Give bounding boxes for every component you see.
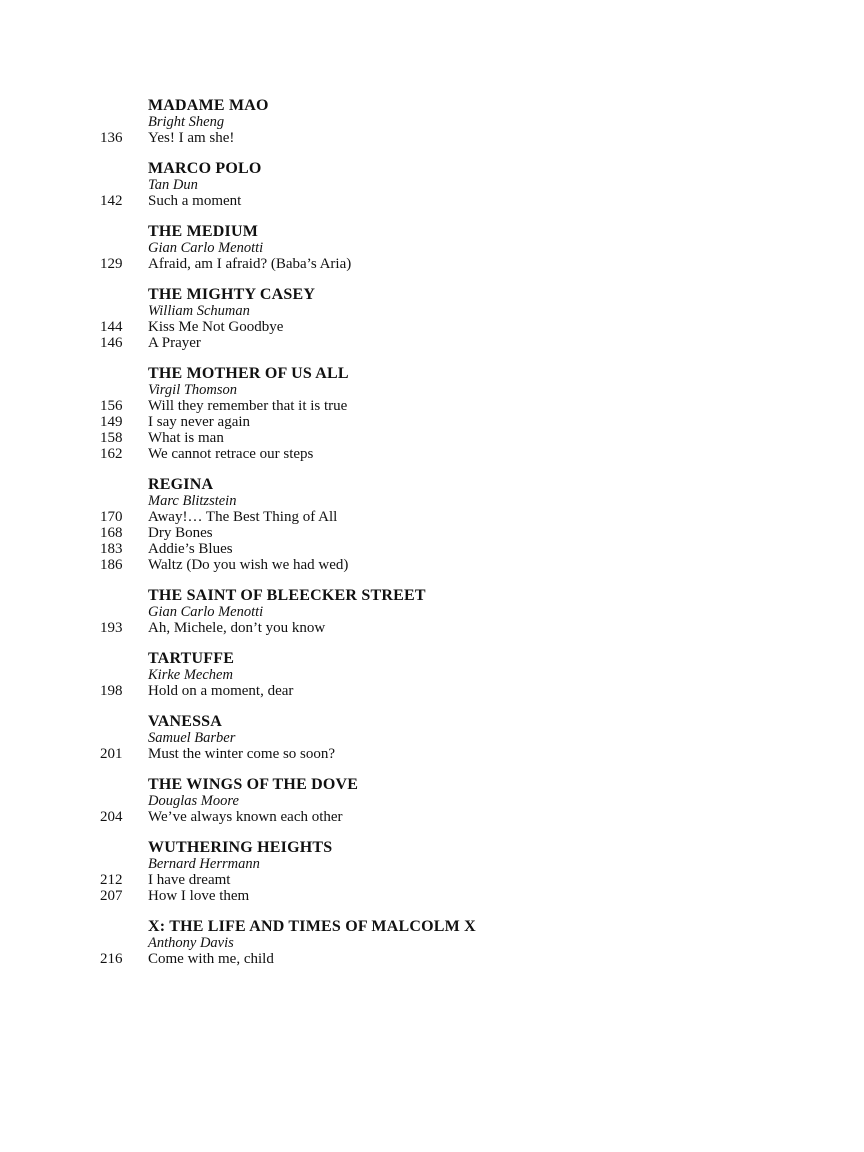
- song-title: Away!… The Best Thing of All: [148, 509, 338, 525]
- page-number: 142: [100, 193, 123, 209]
- composer-name: William Schuman: [148, 303, 250, 319]
- page-number: 186: [100, 557, 123, 573]
- list-item: [100, 414, 800, 430]
- composer-name: Bright Sheng: [148, 114, 225, 130]
- page-number: 144: [100, 319, 123, 335]
- song-title: Will they remember that it is true: [148, 398, 348, 414]
- list-item: [100, 620, 800, 636]
- list-item: [100, 256, 800, 272]
- song-title: Hold on a moment, dear: [148, 683, 294, 699]
- song-title: Dry Bones: [148, 525, 213, 541]
- opera-section: [100, 286, 800, 351]
- song-title: Ah, Michele, don’t you know: [148, 620, 326, 636]
- composer-name: Virgil Thomson: [148, 382, 238, 398]
- composer-name: Kirke Mechem: [148, 667, 233, 683]
- page-number: 201: [100, 746, 123, 762]
- opera-section: [100, 160, 800, 209]
- page-number: 193: [100, 620, 123, 636]
- song-title: Waltz (Do you wish we had wed): [148, 557, 349, 573]
- opera-section: [100, 587, 800, 636]
- opera-title: MADAME MAO: [148, 97, 269, 114]
- list-item: [100, 193, 800, 209]
- page-number: 212: [100, 872, 123, 888]
- opera-title: VANESSA: [148, 713, 223, 730]
- list-item: [100, 335, 800, 351]
- opera-section: [100, 223, 800, 272]
- opera-title: THE MIGHTY CASEY: [148, 286, 316, 303]
- page-number: 149: [100, 414, 123, 430]
- opera-section: [100, 839, 800, 904]
- opera-section: [100, 365, 800, 462]
- list-item: [100, 746, 800, 762]
- opera-title: TARTUFFE: [148, 650, 235, 667]
- list-item: [100, 130, 800, 146]
- list-item: [100, 541, 800, 557]
- page-number: 158: [100, 430, 123, 446]
- list-item: [100, 872, 800, 888]
- composer-name: Tan Dun: [148, 177, 198, 193]
- composer-name: Marc Blitzstein: [148, 493, 237, 509]
- list-item: [100, 430, 800, 446]
- song-title: Addie’s Blues: [148, 541, 233, 557]
- table-of-contents: [100, 97, 800, 981]
- page-number: 156: [100, 398, 123, 414]
- song-title: I say never again: [148, 414, 251, 430]
- composer-name: Gian Carlo Menotti: [148, 240, 264, 256]
- list-item: [100, 319, 800, 335]
- opera-title: THE WINGS OF THE DOVE: [148, 776, 359, 793]
- opera-title: THE MEDIUM: [148, 223, 258, 240]
- list-item: [100, 809, 800, 825]
- list-item: [100, 446, 800, 462]
- page-number: 204: [100, 809, 123, 825]
- song-title: What is man: [148, 430, 224, 446]
- song-title: Yes! I am she!: [148, 130, 235, 146]
- opera-section: [100, 776, 800, 825]
- composer-name: Douglas Moore: [148, 793, 239, 809]
- page-number: 168: [100, 525, 123, 541]
- opera-title: REGINA: [148, 476, 214, 493]
- song-title: Must the winter come so soon?: [148, 746, 336, 762]
- opera-title: X: THE LIFE AND TIMES OF MALCOLM X: [148, 918, 476, 935]
- composer-name: Bernard Herrmann: [148, 856, 260, 872]
- opera-section: [100, 713, 800, 762]
- page-number: 183: [100, 541, 123, 557]
- list-item: [100, 888, 800, 904]
- composer-name: Samuel Barber: [148, 730, 236, 746]
- page-number: 216: [100, 951, 123, 967]
- song-title: Afraid, am I afraid? (Baba’s Aria): [148, 256, 352, 272]
- page-number: 207: [100, 888, 123, 904]
- page-number: 162: [100, 446, 123, 462]
- opera-title: WUTHERING HEIGHTS: [148, 839, 333, 856]
- opera-section: [100, 97, 800, 146]
- composer-name: Gian Carlo Menotti: [148, 604, 264, 620]
- opera-section: [100, 918, 800, 967]
- composer-name: Anthony Davis: [148, 935, 234, 951]
- song-title: I have dreamt: [148, 872, 231, 888]
- list-item: [100, 951, 800, 967]
- song-title: Such a moment: [148, 193, 242, 209]
- page-number: 146: [100, 335, 123, 351]
- song-title: A Prayer: [148, 335, 201, 351]
- opera-section: [100, 476, 800, 573]
- opera-section: [100, 650, 800, 699]
- page-number: 198: [100, 683, 123, 699]
- song-title: How I love them: [148, 888, 250, 904]
- song-title: We’ve always known each other: [148, 809, 343, 825]
- page-number: 170: [100, 509, 123, 525]
- list-item: [100, 509, 800, 525]
- list-item: [100, 683, 800, 699]
- song-title: We cannot retrace our steps: [148, 446, 314, 462]
- list-item: [100, 398, 800, 414]
- song-title: Kiss Me Not Goodbye: [148, 319, 284, 335]
- song-title: Come with me, child: [148, 951, 274, 967]
- opera-title: MARCO POLO: [148, 160, 262, 177]
- opera-title: THE SAINT OF BLEECKER STREET: [148, 587, 426, 604]
- page-number: 136: [100, 130, 123, 146]
- list-item: [100, 525, 800, 541]
- page-number: 129: [100, 256, 123, 272]
- list-item: [100, 557, 800, 573]
- opera-title: THE MOTHER OF US ALL: [148, 365, 349, 382]
